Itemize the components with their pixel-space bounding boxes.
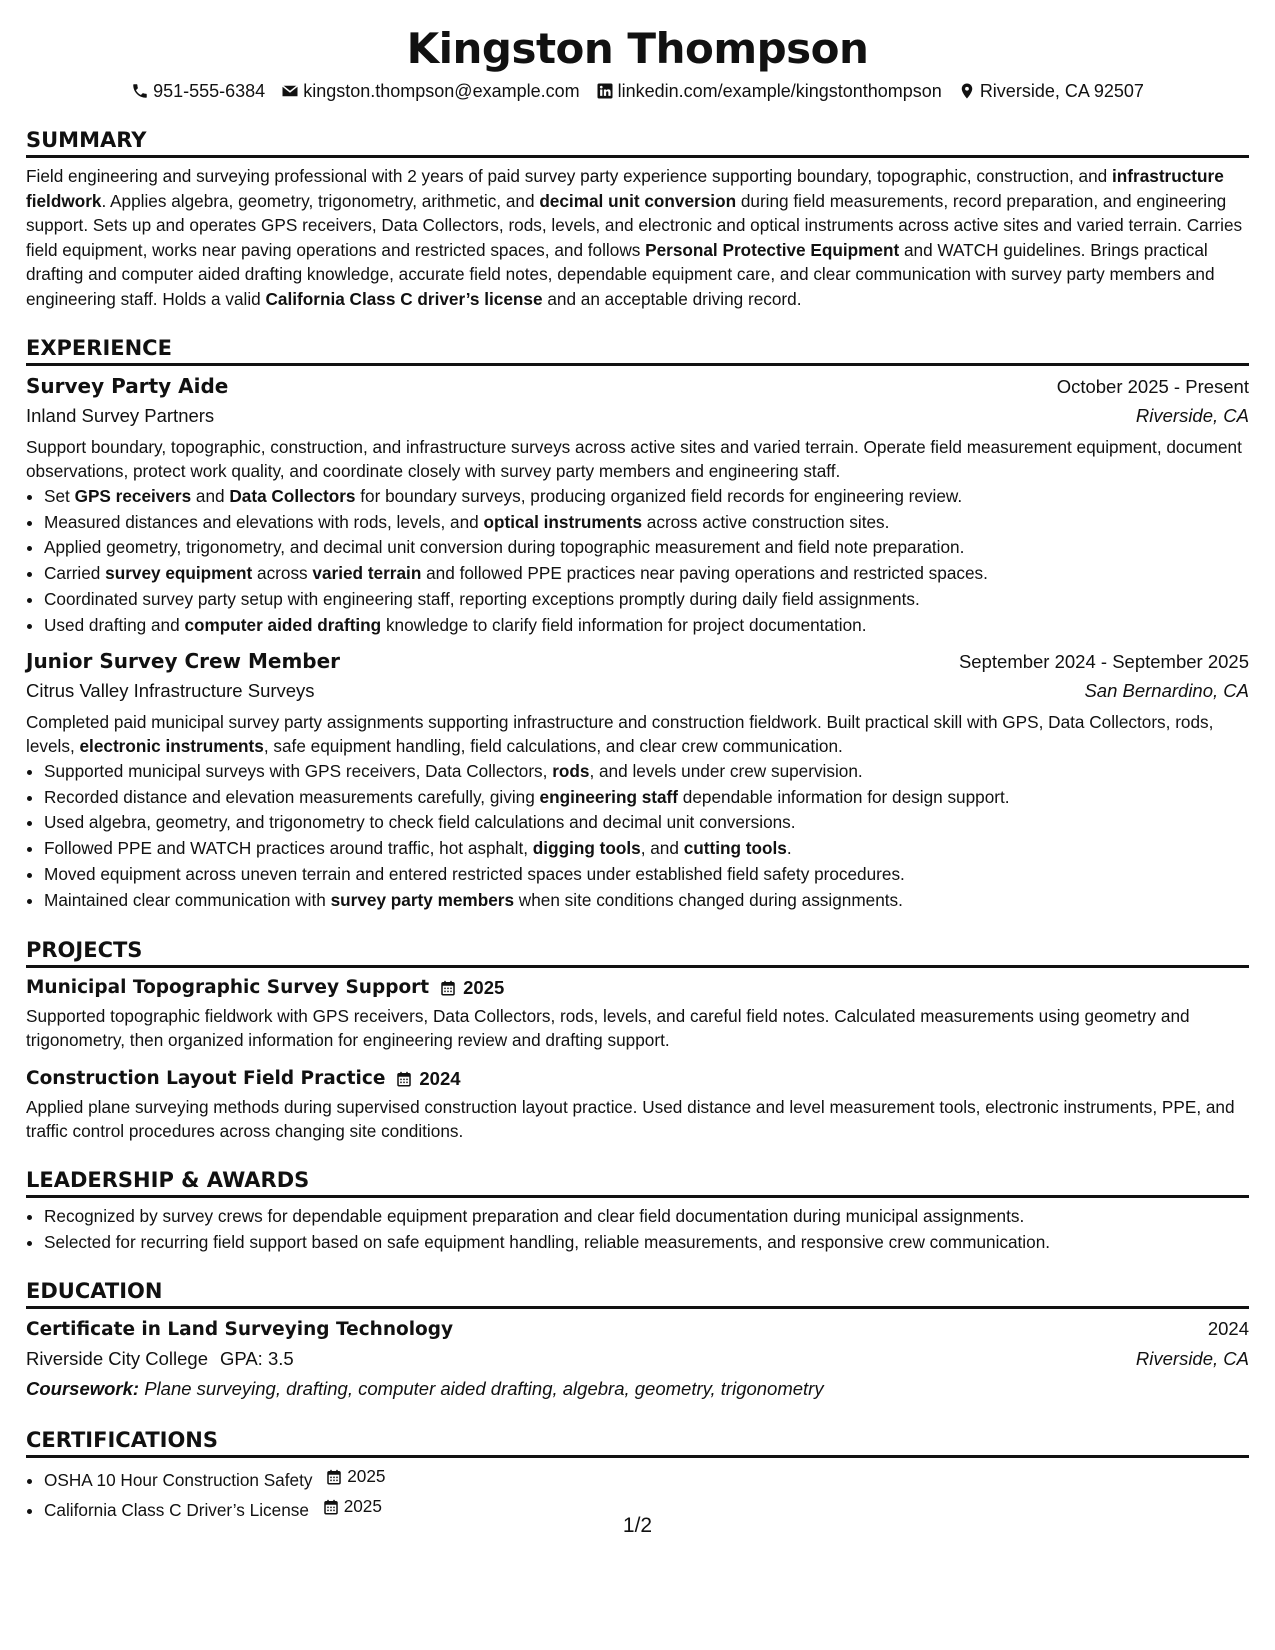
calendar-icon	[325, 1468, 343, 1486]
certification-year: 2025	[343, 1496, 382, 1517]
calendar-icon	[439, 979, 457, 997]
project-year: 2025	[463, 976, 505, 998]
list-item: • Used drafting and computer aided drafting knowledge to clarify field information for project documentation.	[44, 613, 1249, 639]
list-item	[44, 1464, 1249, 1494]
list-item: • Supported municipal surveys with GPS receivers, Data Collectors, rods, and levels under crew supervision.	[44, 759, 1249, 785]
contact-location	[958, 78, 1144, 104]
list-item: • Moved equipment across uneven terrain and entered restricted spaces under established field safety procedures.	[44, 862, 1249, 888]
education-location: Riverside, CA	[1135, 1348, 1249, 1370]
section-title: LEADERSHIP & AWARDS	[26, 1166, 1249, 1198]
list-item: • Followed PPE and WATCH practices around traffic, hot asphalt, digging tools, and cutting tools.	[44, 836, 1249, 862]
linkedin-text[interactable]: linkedin.com/example/kingstonthompson	[617, 81, 942, 101]
experience-section	[26, 334, 1249, 914]
coursework: Coursework: Plane surveying, drafting, computer aided drafting, algebra, geometry, trigonometry	[26, 1378, 824, 1400]
certification-year: 2025	[347, 1466, 386, 1487]
project-description: Applied plane surveying methods during supervised construction layout practice. Used distance and level measurement tools, electronic instruments, PPE, and traffic control procedures across changing site conditions.	[26, 1096, 1235, 1142]
summary-text: Field engineering and surveying professional with 2 years of paid survey party experience supporting boundary, topographic, construction, and infrastructure fieldwork. Applies algebra, geometry, trigonometry, arithmetic, and decimal unit conversion during field measurements, record preparation, and engineering support. Sets up and operates GPS receivers, Data Collectors, rods, levels, and electronic and optical instruments across active sites and varied terrain. Carries field equipment, works near paving operations and restricted spaces, and follows Personal Protective Equipment and WATCH guidelines. Brings practical drafting and computer aided drafting knowledge, accurate field notes, dependable equipment care, and clear communication with survey party members and engineering staff. Holds a valid California Class C driver’s license and an acceptable driving record.	[26, 166, 1243, 309]
page-number: 1/2	[622, 1514, 653, 1537]
education-section	[26, 1277, 1249, 1404]
phone-text: 951-555-6384	[153, 81, 266, 101]
job-dates: September 2024 - September 2025	[958, 650, 1249, 672]
resume-page	[26, 22, 1249, 1524]
envelope-icon	[281, 82, 299, 100]
job-location: Riverside, CA	[1135, 404, 1249, 426]
job-bullets	[26, 759, 1249, 914]
list-item: • Set GPS receivers and Data Collectors for boundary surveys, producing organized field records for engineering review.	[44, 484, 1249, 510]
certifications-section	[26, 1426, 1249, 1523]
project-title: Municipal Topographic Survey Support	[26, 976, 430, 998]
education-year: 2024	[1207, 1318, 1249, 1340]
project-entry	[26, 1065, 1249, 1144]
section-title: EDUCATION	[26, 1277, 1249, 1309]
email-text[interactable]: kingston.thompson@example.com	[303, 81, 580, 101]
job-bullets	[26, 484, 1249, 639]
list-item: • Coordinated survey party setup with engineering staff, reporting exceptions promptly during daily field assignments.	[44, 587, 1249, 613]
contact-bar	[26, 78, 1249, 104]
gpa: GPA: 3.5	[219, 1348, 294, 1370]
school-name: Riverside City College	[26, 1348, 208, 1370]
candidate-name: Kingston Thompson	[406, 24, 869, 73]
list-item: • Recorded distance and elevation measurements carefully, giving engineering staff dependable information for design support.	[44, 785, 1249, 811]
list-item: • Recognized by survey crews for dependable equipment preparation and clear field documentation during municipal assignments.	[44, 1204, 1249, 1230]
section-title: SUMMARY	[26, 126, 1249, 158]
summary-section	[26, 126, 1249, 312]
section-title: PROJECTS	[26, 936, 1249, 968]
list-item: • Measured distances and elevations with rods, levels, and optical instruments across active construction sites.	[44, 510, 1249, 536]
job-company: Citrus Valley Infrastructure Surveys	[26, 679, 315, 701]
project-entry	[26, 974, 1249, 1053]
job-entry	[26, 372, 1249, 639]
leadership-section	[26, 1166, 1249, 1256]
certification-name: OSHA 10 Hour Construction Safety	[44, 1470, 313, 1491]
project-description: Supported topographic fieldwork with GPS receivers, Data Collectors, rods, levels, and careful field notes. Calculated measurements using geometry and trigonometry, then organized information for engineering review and drafting support.	[26, 1005, 1190, 1051]
list-item: • Used algebra, geometry, and trigonometry to check field calculations and decimal unit conversions.	[44, 810, 1249, 836]
linkedin-icon	[596, 82, 614, 100]
list-item: • Applied geometry, trigonometry, and decimal unit conversion during topographic measurement and field note preparation.	[44, 535, 1249, 561]
phone-icon	[131, 82, 149, 100]
job-company: Inland Survey Partners	[26, 404, 215, 426]
leadership-bullets	[26, 1204, 1249, 1256]
contact-phone	[131, 78, 265, 104]
job-location: San Bernardino, CA	[1084, 679, 1249, 701]
job-dates: October 2025 - Present	[1056, 375, 1249, 397]
location-text: Riverside, CA 92507	[979, 81, 1144, 101]
job-title: Junior Survey Crew Member	[26, 648, 341, 673]
list-item: • Selected for recurring field support based on safe equipment handling, reliable measurements, and responsive crew communication.	[44, 1230, 1249, 1256]
project-year: 2024	[419, 1067, 461, 1089]
job-entry	[26, 647, 1249, 914]
projects-section	[26, 936, 1249, 1144]
job-description: Completed paid municipal survey party assignments supporting infrastructure and construction fieldwork. Built practical skill with GPS, Data Collectors, rods, levels, electronic instruments, safe equipment handling, field calculations, and clear crew communication.	[26, 711, 1214, 757]
calendar-icon	[395, 1070, 413, 1088]
section-title: EXPERIENCE	[26, 334, 1249, 366]
certification-name: California Class C Driver’s License	[44, 1500, 309, 1521]
list-item: • Maintained clear communication with survey party members when site conditions changed during assignments.	[44, 888, 1249, 914]
job-title: Survey Party Aide	[26, 373, 229, 398]
job-description: Support boundary, topographic, construction, and infrastructure surveys across active sites and varied terrain. Operate field measurement equipment, document observations, protect work quality, and coordinate closely with survey party members and engineering staff.	[26, 436, 1242, 482]
section-title: CERTIFICATIONS	[26, 1426, 1249, 1458]
map-pin-icon	[958, 82, 976, 100]
contact-linkedin[interactable]	[596, 78, 942, 104]
list-item: • Carried survey equipment across varied terrain and followed PPE practices near paving operations and restricted spaces.	[44, 561, 1249, 587]
contact-email[interactable]	[281, 78, 579, 104]
degree-title: Certificate in Land Surveying Technology	[26, 1319, 454, 1341]
project-title: Construction Layout Field Practice	[26, 1067, 386, 1089]
